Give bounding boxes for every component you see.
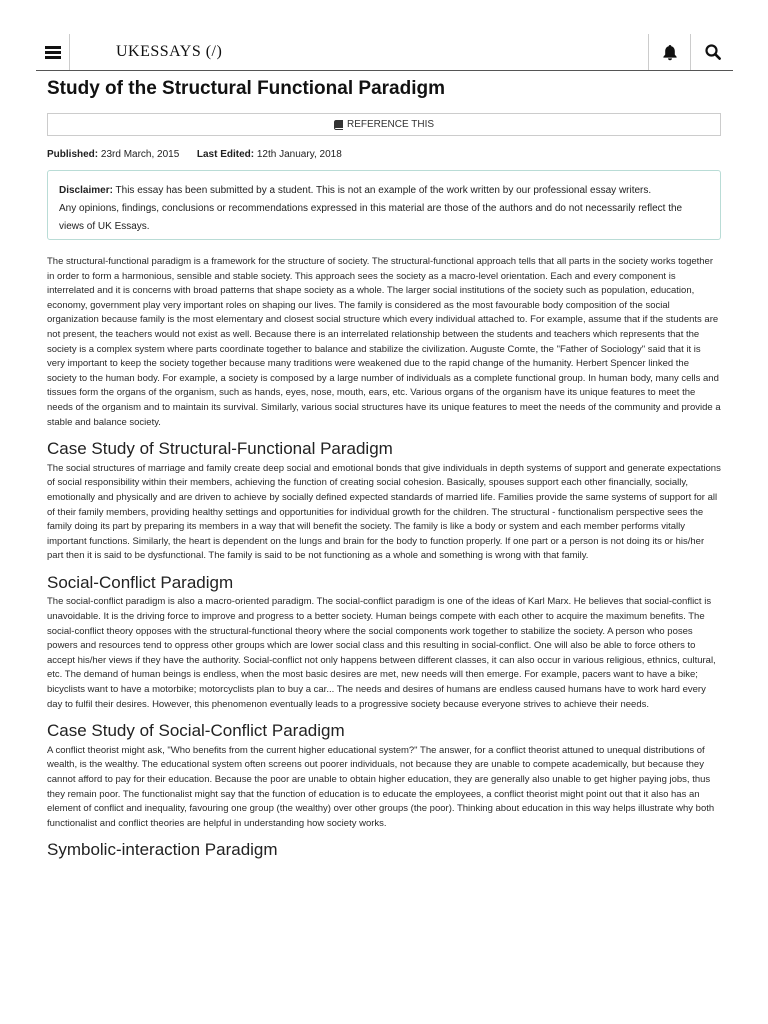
search-button[interactable]: [690, 34, 734, 70]
heading-case-study-structural: Case Study of Structural-Functional Paradigm: [47, 439, 393, 459]
menu-button[interactable]: [36, 34, 70, 70]
disclaimer-label: Disclaimer:: [59, 185, 113, 196]
last-edited-date: 12th January, 2018: [256, 149, 342, 160]
reference-label: REFERENCE THIS: [346, 119, 435, 130]
published-date: 23rd March, 2015: [100, 149, 180, 160]
search-icon: [705, 44, 721, 60]
case-study-structural-paragraph: The social structures of marriage and family create deep social and emotional bonds that give individuals in depth systems of support and generate expectations of social responsibility within their members, achieving the function of creating social cohesion. Basically, spouses support each other financially, socially, emotionally and physically and are driven to achieve by socially defined expected standards of married life. Families provide the same systems of support for all of their family members, providing healthy settings and opportunities for individual growth for the children. The structural - functionalism perspective sees the family doing its part by preparing its members in a way that will benefit the society. The family is like a body or system and each member performs vitally important functions. Similarly, the heart is dependent on the lungs and brain for the body to function properly. If one part or a person is not doing its or his/her part then it is said to be dysfunctional. The family is said to be not functioning as a whole and something is wrong with that family.: [47, 462, 721, 562]
case-study-conflict-paragraph: A conflict theorist might ask, "Who benefits from the current higher educational system?" The answer, for a conflict theorist attuned to unequal distributions of wealth, is the wealthy. The educational system often screens out poorer individuals, not because they are unable to compete academically, but because they cannot afford to pay for their education. Because the poor are unable to obtain higher education, they are generally also unable to get higher paying jobs, thus they remain poor. The functionalist might say that the function of education is to educate the employees, a conflict theorist might point out that it also has an element of conflict and inequality, favouring one group (the wealthy) over other groups (the poor). Thinking about education in this way helps illustrate why both functionalist and conflict theories are helpful in understanding how society works.: [47, 744, 715, 829]
disclaimer-text-1: This essay has been submitted by a student. This is not an example of the work written by our professional essay writers.: [115, 185, 652, 196]
site-logo-link[interactable]: UKESSAYS (/): [116, 43, 223, 60]
published-label: Published:: [47, 149, 99, 160]
last-edited-label: Last Edited:: [196, 149, 255, 160]
article-body: [47, 255, 721, 863]
bell-icon: [662, 44, 678, 61]
notifications-button[interactable]: [648, 34, 691, 70]
hamburger-icon: [45, 46, 61, 59]
disclaimer-text-2: Any opinions, findings, conclusions or recommendations expressed in this material are those of the authors and do not necessarily reflect the views of UK Essays.: [59, 203, 683, 232]
reference-this-button[interactable]: [47, 113, 721, 136]
social-conflict-paragraph: The social-conflict paradigm is also a macro-oriented paradigm. The social-conflict paradigm is one of the ideas of Karl Marx. He believes that social-conflict is unavoidable. It is the driving force to improve and progress to a better society. Human beings compete with each other to acquire the maximum benefits. The social-conflict theory opposes with the structural-functional theory where the social components work together to stabilize the society. A person who poses powers and resources tend to oppress other groups which are lower social class and this resulting in social-conflict. One will also be able to force others to accept his/her views if they have the authority. Social-conflict not only happens between different classes, it can also occur in various religious, ethnics, cultural, etc. The demand of human beings is endless, when the most basic desires are met, new needs will then emerge. For example, pacers want to have a bike; bicyclists want to have a motorbike; motorcyclists plan to buy a car... The needs and desires of humans are endless caused humans have to work hard every day to fulfil their desires. However, this phenomenon eventually leads to a progressive society because everyone strives to achieve their needs.: [47, 596, 716, 710]
disclaimer-box: [47, 170, 721, 240]
intro-paragraph: The structural-functional paradigm is a framework for the structure of society. The structural-functional approach tells that all parts in the society works together in order to form a harmonious, sensible and stable society. This approach sees the society as a macro-level orientation. Each and every component is interrelated and it is concerns with broad patterns that shape society as a whole. The larger social institutions of the society such as population, education, economy, government play very important roles on shaping our lives. The family is considered as the most favourable body composition of the social organization because family is the most elementary and closest social structure which every individual attached to. For example, assume that if the students are not present, the teachers would not exist as well. Because there is an interrelated relationship between the students and teachers which represents that the society is a complex system where parts coordinate together to balance and stabilize the civilization. Auguste Comte, the "Father of Sociology" said that it is very important to keep the society together because many traditions were weakened due to the rapid change of the humanity. Herbert Spencer linked the society to the human body. For example, a society is composed by a large number of individuals as a complete functional group. In human body, many cells and tissues form the organs of the organism, such as hands, eyes, nose, mouth, ears, etc. Various organs of the organism have its unique features to meet the needs of the organism and to maintain its survival. Similarly, various social structures have its unique features to meet the needs of the community and provide a stable and balance society.: [47, 256, 721, 428]
disclaimer-line-1: [59, 182, 708, 200]
page-title: Study of the Structural Functional Paradigm: [47, 78, 445, 99]
top-navigation-bar: [36, 34, 733, 71]
heading-symbolic-interaction: Symbolic-interaction Paradigm: [47, 840, 278, 860]
book-icon: [334, 120, 343, 130]
heading-case-study-conflict: Case Study of Social-Conflict Paradigm: [47, 721, 345, 741]
heading-social-conflict: Social-Conflict Paradigm: [47, 572, 234, 592]
article-meta: [47, 149, 342, 160]
